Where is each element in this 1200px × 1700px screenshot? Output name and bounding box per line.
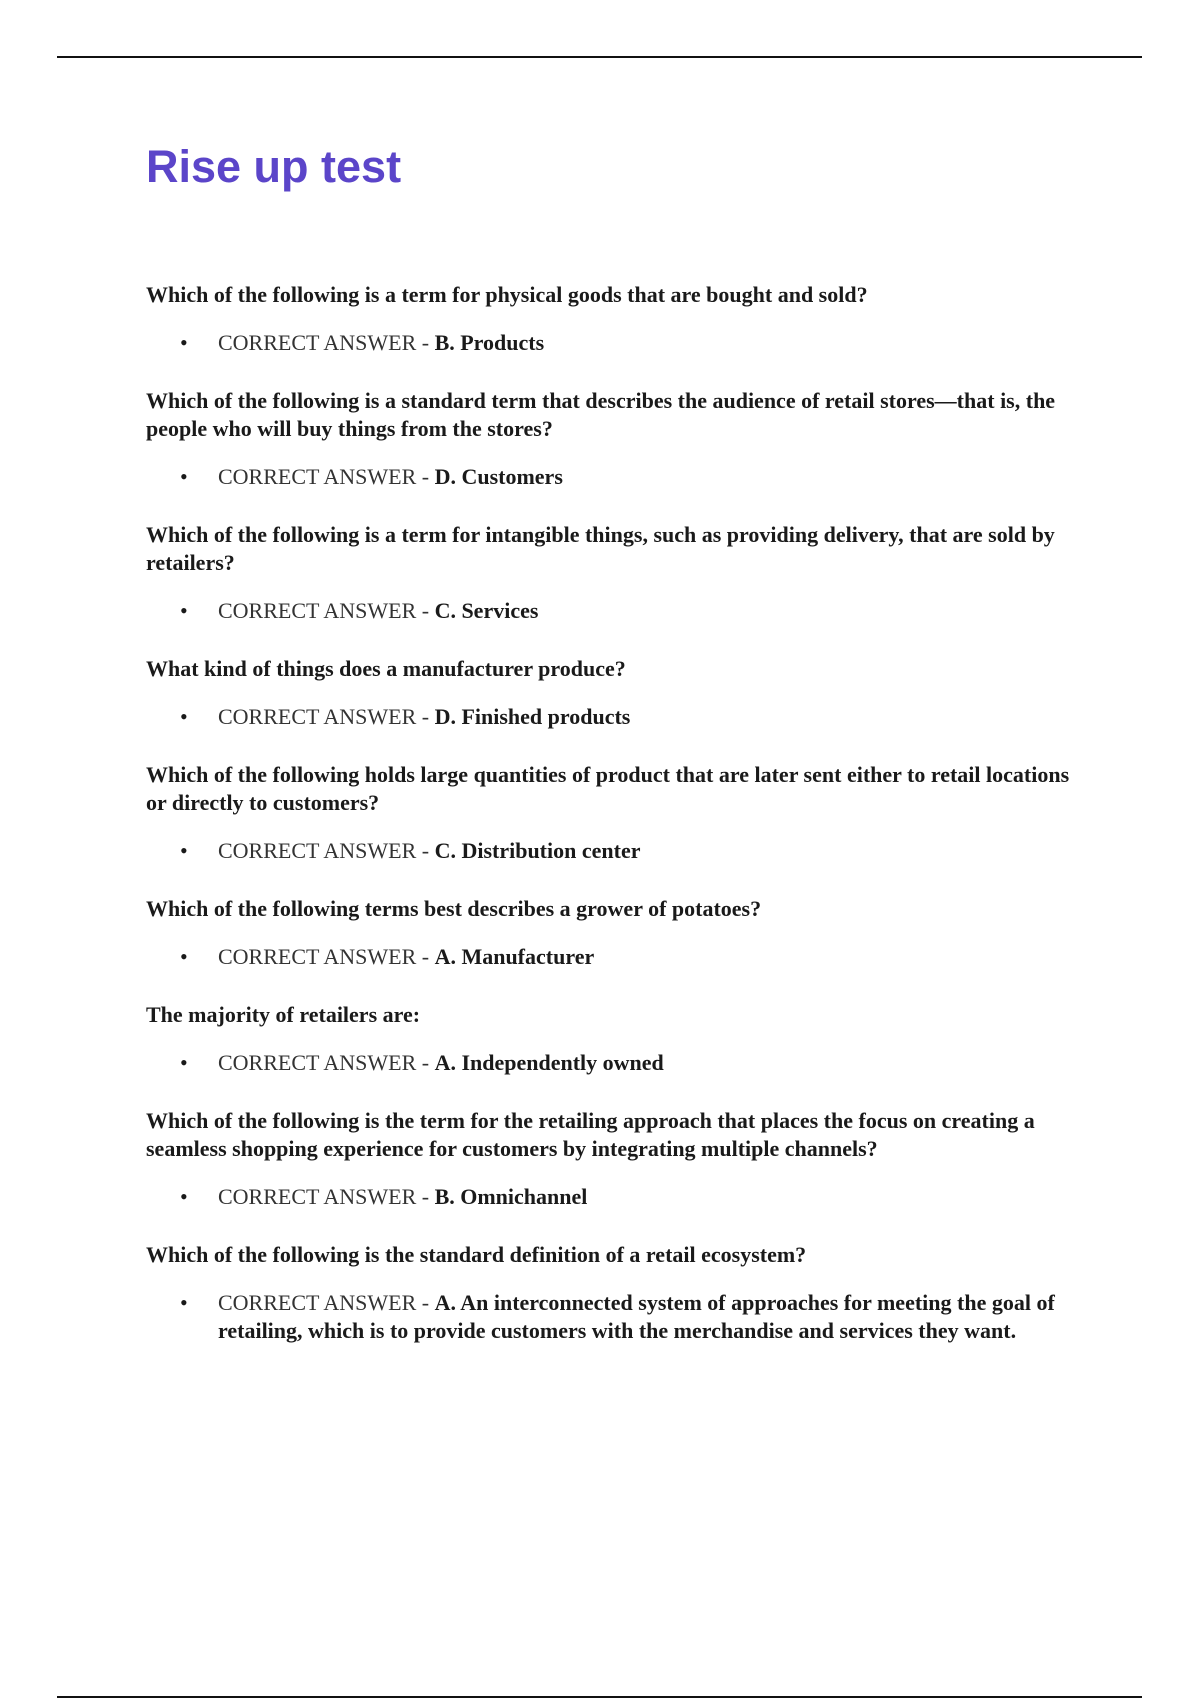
question-text: What kind of things does a manufacturer produce? [146,656,626,681]
answer-prefix: CORRECT ANSWER - [218,598,435,623]
answer-list [146,1049,1086,1077]
answer-prefix: CORRECT ANSWER - [218,944,435,969]
answer-list [146,943,1086,971]
question-item [146,374,1086,491]
answer-prefix: CORRECT ANSWER - [218,1050,435,1075]
page-title: Rise up test [146,141,402,192]
answer-prefix: CORRECT ANSWER - [218,704,435,729]
question-item [146,1228,1086,1345]
answer-list [146,837,1086,865]
answer-item [146,597,1086,625]
question-item [146,508,1086,625]
question-item [146,748,1086,865]
question-item [146,1094,1086,1211]
answer-list [146,1183,1086,1211]
answer-item [146,943,1086,971]
answer-prefix: CORRECT ANSWER - [218,1290,435,1315]
answer-value: C. Distribution center [434,838,641,863]
question-text: The majority of retailers are: [146,1002,421,1027]
bullet-icon: • [180,598,188,623]
answer-value: A. Manufacturer [434,944,595,969]
question-text: Which of the following is the standard definition of a retail ecosystem? [146,1242,807,1267]
answer-item [146,463,1086,491]
question-text: Which of the following is the term for the retailing approach that places the focus on creating a seamless shopping experience for customers by integrating multiple channels? [146,1108,1035,1161]
answer-value: B. Omnichannel [434,1184,588,1209]
bullet-icon: • [180,330,188,355]
question-item [146,268,1086,357]
answer-value: A. An interconnected system of approaches for meeting the goal of retailing, which is to provide customers with the merchandise and services they want. [218,1290,1055,1343]
question-text: Which of the following holds large quantities of product that are later sent either to retail locations or directly to customers? [146,762,1070,815]
question-text: Which of the following is a standard term that describes the audience of retail stores—that is, the people who will buy things from the stores? [146,388,1056,441]
answer-prefix: CORRECT ANSWER - [218,330,435,355]
bottom-rule [57,1696,1142,1698]
question-text: Which of the following is a term for physical goods that are bought and sold? [146,282,868,307]
answer-item [146,1183,1086,1211]
answer-value: B. Products [434,330,545,355]
answer-item [146,703,1086,731]
answer-list [146,597,1086,625]
answer-item [146,837,1086,865]
answer-list [146,329,1086,357]
bullet-icon: • [180,704,188,729]
question-list [146,268,1086,1345]
answer-prefix: CORRECT ANSWER - [218,1184,435,1209]
bullet-icon: • [180,464,188,489]
answer-item [146,1289,1086,1345]
answer-prefix: CORRECT ANSWER - [218,838,435,863]
answer-value: C. Services [434,598,539,623]
top-rule [57,56,1142,58]
bullet-icon: • [180,1290,188,1315]
bullet-icon: • [180,1050,188,1075]
answer-list [146,1289,1086,1345]
answer-item [146,329,1086,357]
answer-list [146,703,1086,731]
document-body [146,140,1086,1362]
bullet-icon: • [180,1184,188,1209]
question-text: Which of the following terms best describes a grower of potatoes? [146,896,762,921]
answer-prefix: CORRECT ANSWER - [218,464,435,489]
answer-value: D. Customers [434,464,563,489]
question-item [146,882,1086,971]
answer-list [146,463,1086,491]
answer-value: D. Finished products [434,704,631,729]
bullet-icon: • [180,838,188,863]
question-item [146,988,1086,1077]
question-item [146,642,1086,731]
question-text: Which of the following is a term for intangible things, such as providing delivery, that are sold by retailers? [146,522,1055,575]
bullet-icon: • [180,944,188,969]
answer-value: A. Independently owned [434,1050,664,1075]
answer-item [146,1049,1086,1077]
